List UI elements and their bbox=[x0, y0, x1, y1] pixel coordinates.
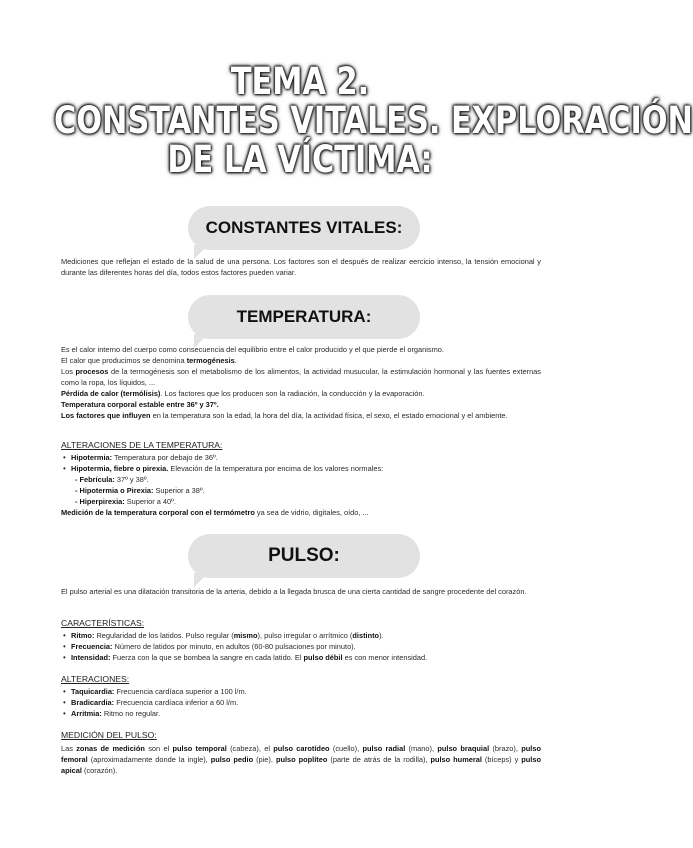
sub-item-febricula: - Febrícula: 37º y 38º. bbox=[75, 475, 149, 484]
list-item-arritmia: • Arritmia: Ritmo no regular. bbox=[61, 708, 541, 719]
list-item-hipotermia: • Hipotermia: Temperatura por debajo de 36º. bbox=[61, 452, 541, 463]
temp-paragraph-1: Es el calor interno del cuerpo como consecuencia del equilibrio entre el calor producido y el que pierde el organismo. bbox=[61, 345, 444, 354]
constantes-body bbox=[61, 256, 541, 278]
temp-paragraph-4: Pérdida de calor (termólisis). Los factores que los producen son la radiación, la conducción y la evaporación. bbox=[61, 389, 425, 398]
caracteristicas-list bbox=[61, 630, 541, 663]
subheading-medicion-pulso: MEDICIÓN DEL PULSO: bbox=[61, 730, 157, 740]
temperatura-body bbox=[61, 344, 541, 421]
subheading-alteraciones-temperatura: ALTERACIONES DE LA TEMPERATURA: bbox=[61, 440, 223, 450]
title-line-2: CONSTANTES VITALES. EXPLORACIÓN bbox=[54, 99, 693, 142]
temp-paragraph-6: Los factores que influyen en la temperatura son la edad, la hora del día, la actividad física, el sexo, el estado emocional y el ambiente. bbox=[61, 411, 508, 420]
temp-paragraph-5: Temperatura corporal estable entre 36º y 37º. bbox=[61, 400, 219, 409]
heading-constantes-vitales: CONSTANTES VITALES: bbox=[188, 206, 420, 250]
medicion-pulso-paragraph: Las zonas de medición son el pulso temporal (cabeza), el pulso carotídeo (cuello), pulso radial (mano), pulso braquial (brazo), pulso femoral (aproximadamente donde la ingle), pulso pedio (pie), pulso poplíteo (parte de atrás de la rodilla), pulso humeral (bíceps) y pulso apical (corazón). bbox=[61, 744, 541, 775]
temp-paragraph-3: Los procesos de la termogénesis son el metabolismo de los alimentos, la actividad musucular, la estimulación hormonal y las fuentes externas como la ropa, los líquidos, ... bbox=[61, 367, 541, 387]
list-item-frecuencia: • Frecuencia: Número de latidos por minuto, en adultos (60-80 pulsaciones por minuto). bbox=[61, 641, 541, 652]
list-item-hipertermia: • Hipotermia, fiebre o pirexia. Elevación de la temperatura por encima de los valores normales: bbox=[61, 463, 541, 474]
list-item-ritmo: • Ritmo: Regularidad de los latidos. Pulso regular (mismo), pulso irregular o arrítmico (distinto). bbox=[61, 630, 541, 641]
alteraciones-temperatura-list bbox=[61, 452, 541, 518]
subheading-alteraciones-pulso: ALTERACIONES: bbox=[61, 674, 130, 684]
subheading-caracteristicas: CARACTERÍSTICAS: bbox=[61, 618, 145, 628]
sub-item-hiperpirexia: - Hiperpirexia: Superior a 40º. bbox=[75, 497, 176, 506]
temp-paragraph-2: El calor que producimos se denomina termogénesis. bbox=[61, 356, 237, 365]
list-item-intensidad: • Intensidad: Fuerza con la que se bombea la sangre en cada latido. El pulso débil es con menor intensidad. bbox=[61, 652, 541, 663]
title-line-3: DE LA VÍCTIMA: bbox=[167, 138, 433, 181]
heading-temperatura: TEMPERATURA: bbox=[188, 295, 420, 339]
list-item-taquicardia: • Taquicardia: Frecuencia cardíaca superior a 100 l/m. bbox=[61, 686, 541, 697]
heading-pulso: PULSO: bbox=[188, 534, 420, 578]
alteraciones-pulso-list bbox=[61, 686, 541, 719]
sub-item-pirexia: - Hipotermia o Pirexia: Superior a 38º. bbox=[75, 486, 205, 495]
list-item-bradicardia: • Bradicardia: Frecuencia cardíaca inferior a 60 l/m. bbox=[61, 697, 541, 708]
temp-medicion: Medición de la temperatura corporal con el termómetro ya sea de vidrio, digitales, oído, ... bbox=[61, 508, 369, 517]
pulso-body bbox=[61, 586, 541, 597]
medicion-pulso-body bbox=[61, 743, 541, 776]
document-title bbox=[54, 60, 693, 181]
pulso-paragraph: El pulso arterial es una dilatación transitoria de la arteria, debido a la llegada brusca de una cierta cantidad de sangre procedente del corazón. bbox=[61, 587, 527, 596]
constantes-paragraph: Mediciones que reflejan el estado de la salud de una persona. Los factores son el después de realizar eercicio intenso, la tensión emocional y durante las diferentes horas del día, todos estos factores pueden variar. bbox=[61, 257, 541, 277]
title-line-1: TEMA 2. bbox=[230, 60, 370, 103]
